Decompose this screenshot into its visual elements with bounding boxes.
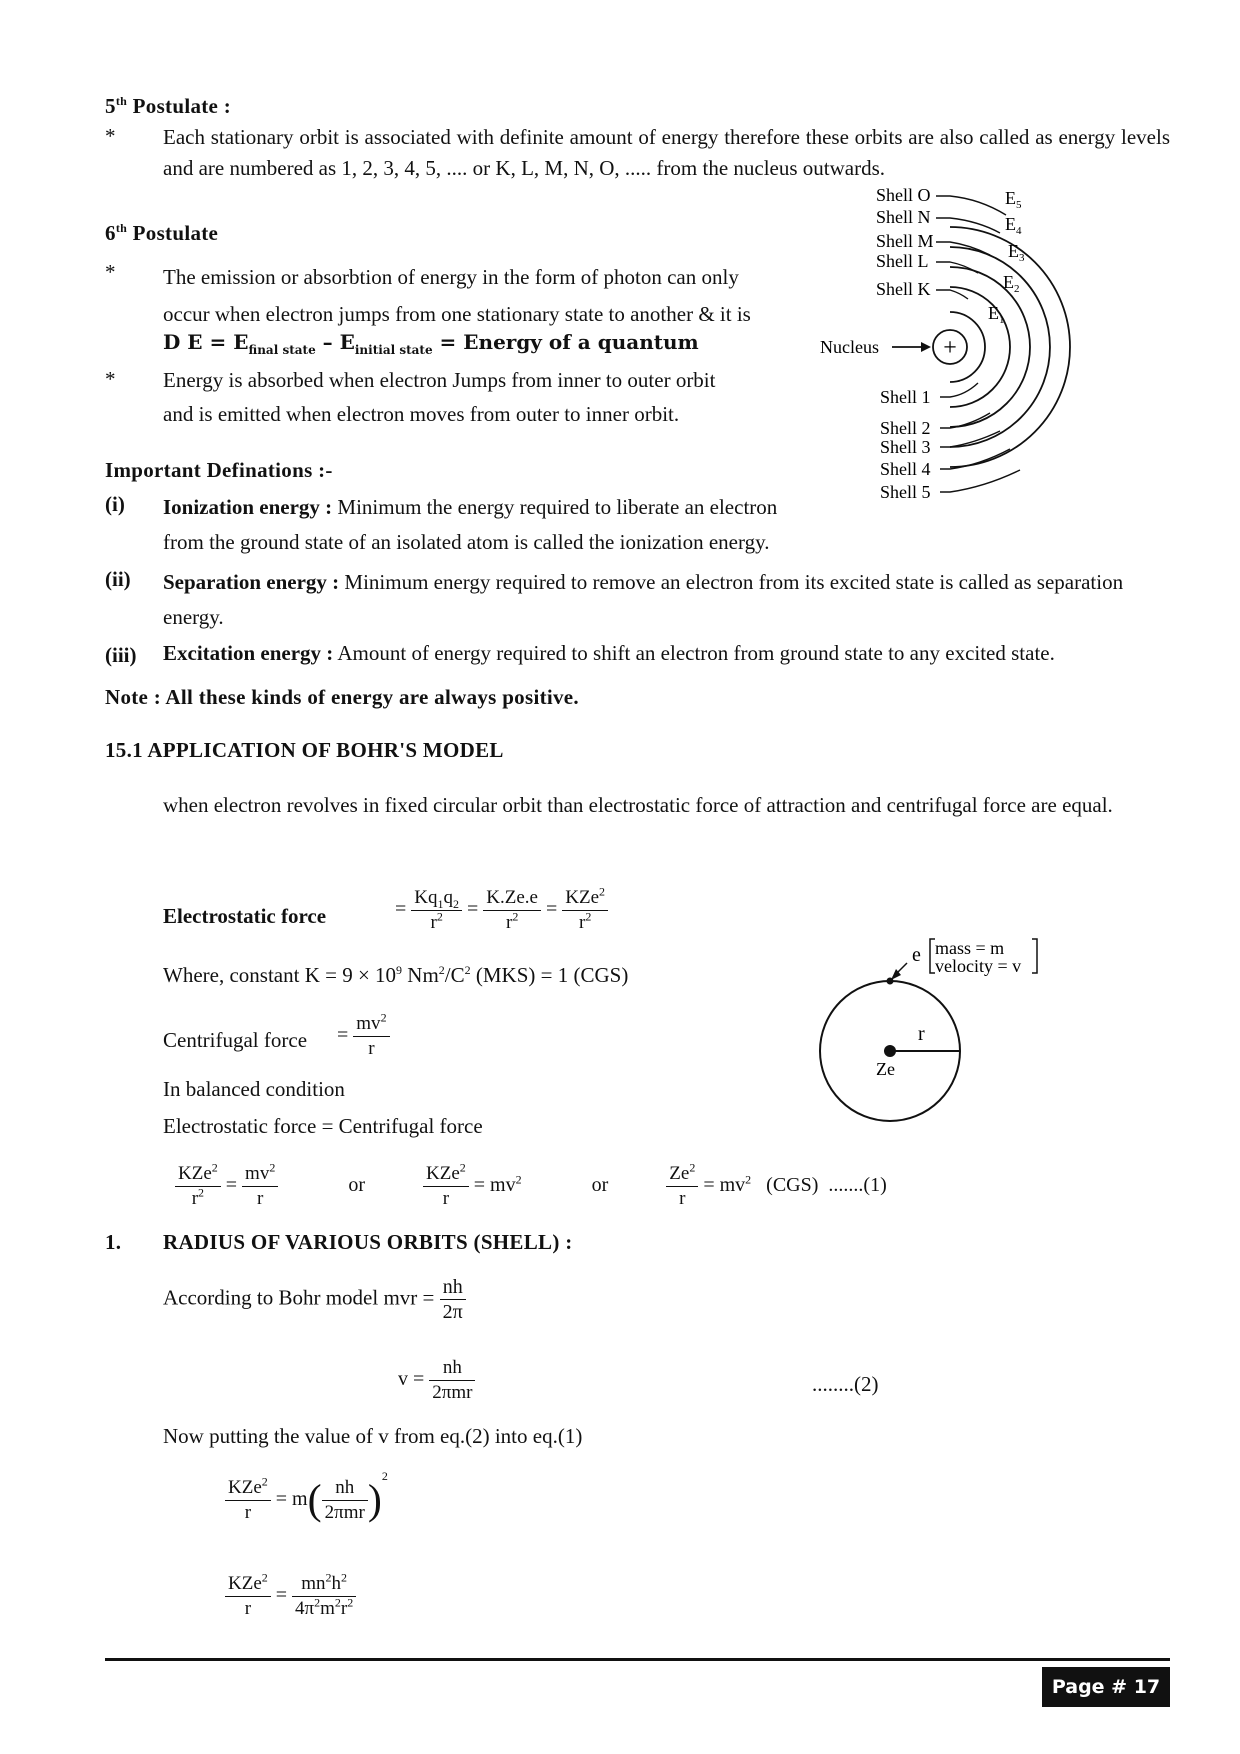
def-excitation: Excitation energy : Amount of energy required to shift an electron from ground state to any excited state. [163, 641, 1055, 665]
def-i-number: (i) [105, 492, 125, 516]
shell-label-k: Shell K [876, 279, 931, 299]
centrifugal-force-label: Centrifugal force [163, 1028, 308, 1052]
footer-rule [105, 1658, 1170, 1661]
balanced-condition: In balanced condition [163, 1077, 345, 1101]
bullet: * [105, 124, 116, 148]
nucleus-label: Nucleus [820, 337, 879, 357]
mass-label: mass = m [935, 938, 1005, 958]
energy-label-3: $E_3$ [1008, 241, 1025, 264]
energy-label-1: $E_1$ [988, 303, 1005, 326]
constant-k: Where, constant $K = 9 \times 10^9$ $Nm^2/C^2$ (MKS) = 1 (CGS) [163, 963, 629, 987]
shell-label-l: Shell L [876, 251, 929, 271]
bullet: * [105, 367, 116, 391]
nucleus-arrow [921, 342, 931, 352]
orbit-diagram [800, 925, 1070, 1125]
nucleus-charge-label: Ze [876, 1059, 895, 1079]
definitions-heading: Important Definations :- [105, 458, 333, 482]
substitution-equation-2: $\frac{KZe^2}{r}$ = $\frac{mn^2h^2}{4\pi^2m^2r^2}$ [225, 1572, 356, 1621]
postulate-5-text: Each stationary orbit is associated with definite amount of energy therefore these orbits are also called as energy levels and are numbered as 1, 2, 3, 4, 5, .... or K, L, M, N, O, ..... from the nucleus outwards. [163, 125, 1170, 180]
shell-label-2: Shell 2 [880, 418, 931, 438]
equation-2-tag: ........(2) [812, 1372, 879, 1396]
note: Note : All these kinds of energy are always positive. [105, 685, 579, 709]
postulate-5-heading: 5th Postulate : [105, 94, 232, 118]
def-ii-number: (ii) [105, 567, 131, 591]
substitution-equation-1: $\frac{KZe^2}{r}$ = m( $\frac{nh}{\text{2πmr}}$ )$^2$ [225, 1476, 388, 1525]
radius-number: 1. [105, 1230, 122, 1254]
shell-label-5: Shell 5 [880, 482, 931, 502]
shell-label-3: Shell 3 [880, 437, 931, 457]
energy-label-5: $E_5$ [1005, 188, 1022, 211]
velocity-equation: v = $\frac{nh}{\text{2πmr}}$ [398, 1356, 475, 1405]
def-iii-number: (iii) [105, 643, 137, 667]
postulate-6-heading: 6th Postulate [105, 221, 219, 245]
radius-label: r [918, 1023, 925, 1045]
postulate-6-text-2: Energy is absorbed when electron Jumps from inner to outer orbit and is emitted when electron moves from outer to inner orbit. [163, 368, 716, 426]
def-ionization: Ionization energy : Minimum the energy required to liberate an electron from the ground state of an isolated atom is called the ionization energy. [163, 495, 778, 554]
postulate-6-text-1: The emission or absorbtion of energy in the form of photon can only occur when electron jumps from one stationary state to another & it is [163, 265, 751, 326]
electron-label: e [912, 944, 921, 966]
force-equality: Electrostatic force = Centrifugal force [163, 1114, 483, 1138]
section-intro: when electron revolves in fixed circular orbit than electrostatic force of attraction and centrifugal force are equal. [163, 793, 1113, 817]
bullet: * [105, 260, 116, 284]
energy-label-2: $E_2$ [1003, 272, 1020, 295]
electrostatic-force-formula: = $\frac{Kq_1q_2}{r^2}$ = $\frac{K.Ze.e}{r^2}$ = $\frac{KZe^2}{r^2}$ [395, 886, 608, 935]
nucleus-plus: + [943, 335, 957, 361]
shell-label-n: Shell N [876, 207, 931, 227]
energy-label-4: $E_4$ [1005, 214, 1022, 237]
section-heading: 15.1 APPLICATION OF BOHR'S MODEL [105, 738, 504, 762]
shell-label-1: Shell 1 [880, 387, 931, 407]
equation-1: $\frac{KZe^2}{r^2}$ = $\frac{mv^2}{r}$ or $\frac{KZe^2}{r}$ = $mv^2$ or $\frac{Ze^2}{r}$ = $mv^2$ (CGS) .......(1) [175, 1162, 925, 1211]
energy-quantum-equation: D $E = E_{final state} - E_{initial state}$ = Energy of a quantum [163, 330, 699, 357]
def-separation: Separation energy : Minimum energy required to remove an electron from its excited state is called as separation energy. [163, 570, 1124, 629]
shell-diagram [810, 185, 1100, 515]
velocity-label: velocity = v [935, 956, 1022, 976]
centrifugal-force-formula: = $\frac{mv^2}{r}$ [337, 1012, 390, 1061]
electrostatic-force-label: Electrostatic force [163, 904, 327, 928]
radius-heading: RADIUS OF VARIOUS ORBITS (SHELL) : [163, 1230, 573, 1254]
shell-label-m: Shell M [876, 231, 934, 251]
page-number: Page # 17 [1042, 1667, 1170, 1707]
substitution-text: Now putting the value of v from eq.(2) into eq.(1) [163, 1424, 583, 1448]
shell-label-4: Shell 4 [880, 459, 931, 479]
shell-label-o: Shell O [876, 185, 931, 205]
bohr-condition: According to Bohr model mvr = $\frac{nh}{2\pi}$ [163, 1275, 466, 1324]
